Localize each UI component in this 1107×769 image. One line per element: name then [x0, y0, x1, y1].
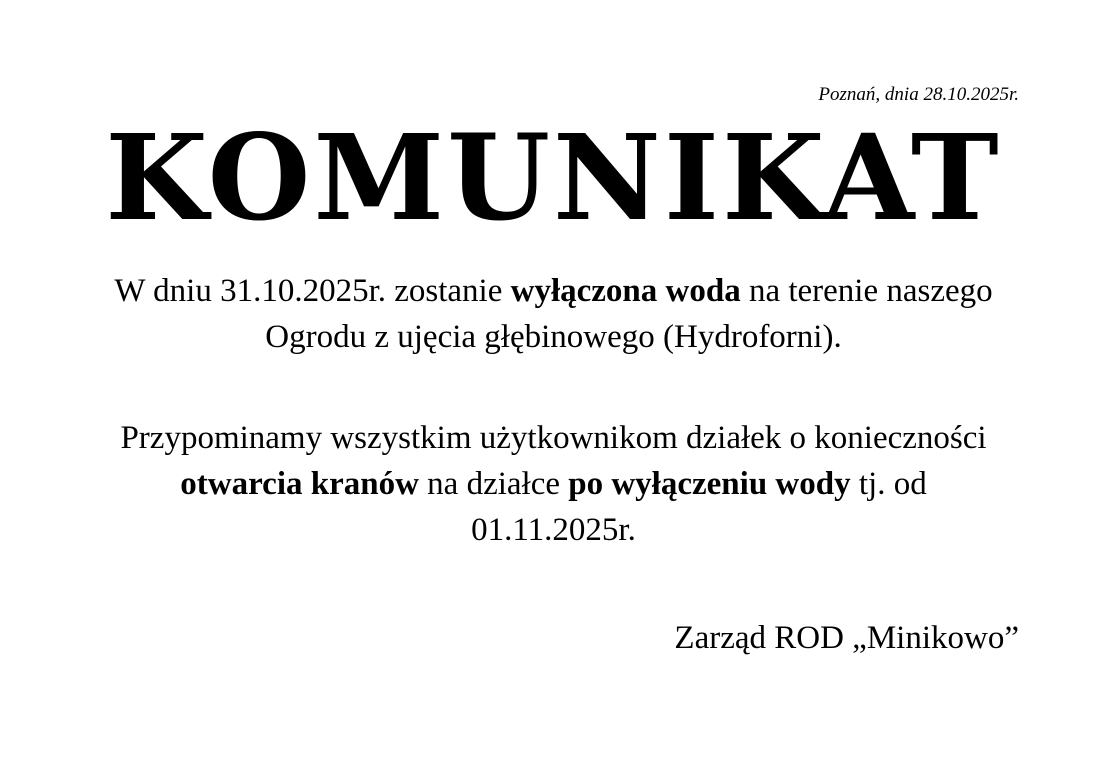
- paragraph2-text-1: Przypominamy wszystkim użytkownikom działek o konieczności: [120, 420, 987, 456]
- paragraph2-text-3: tj. od 01.11.2025r.: [471, 466, 927, 548]
- paragraph1-text-2: na terenie naszego Ogrodu z ujęcia głębinowego (Hydroforni).: [265, 273, 993, 355]
- notice-title: KOMUNIKAT: [105, 108, 1002, 247]
- paragraph2-text-2: na działce: [418, 466, 569, 502]
- paragraph1-bold-1: wyłączona woda: [510, 273, 741, 309]
- notice-paragraph-reminder: [100, 415, 1007, 553]
- notice-paragraph-water-shutoff: [100, 268, 1007, 360]
- date-line: Poznań, dnia 28.10.2025r.: [818, 84, 1019, 105]
- paragraph2-bold-2: po wyłączeniu wody: [568, 466, 851, 502]
- paragraph1-text-1: W dniu 31.10.2025r. zostanie: [114, 273, 511, 309]
- paragraph2-bold-1: otwarcia kranów: [180, 466, 419, 502]
- signature: Zarząd ROD „Minikowo”: [674, 620, 1019, 656]
